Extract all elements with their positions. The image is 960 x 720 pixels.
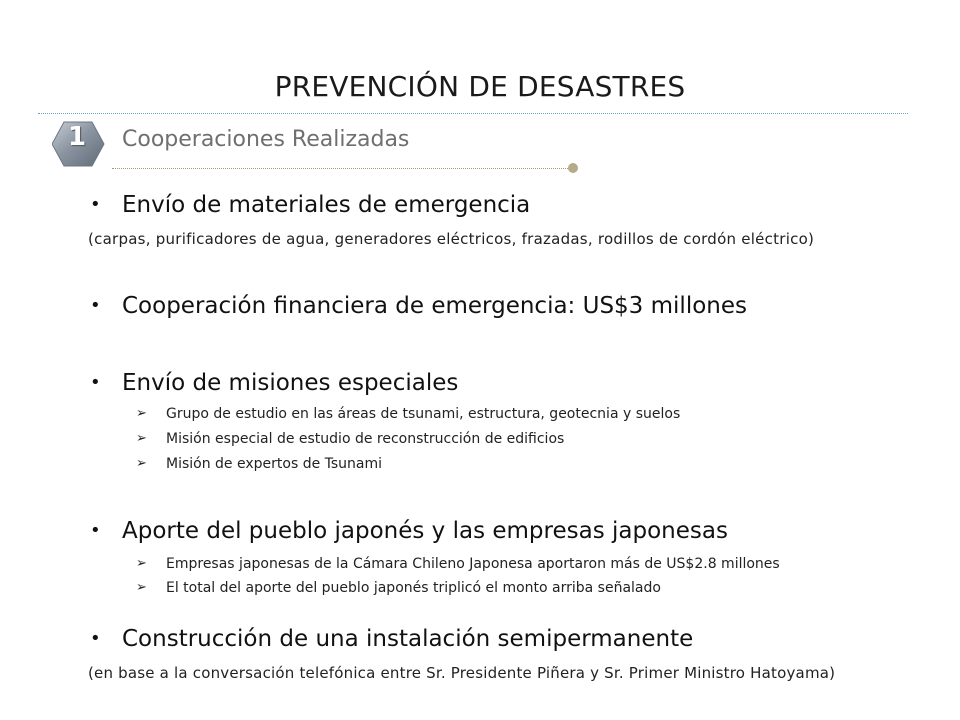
bullet-icon: • bbox=[90, 194, 101, 215]
arrow-bullet-icon: ➢ bbox=[136, 556, 147, 571]
list-item-note: (en base a la conversación telefónica entre Sr. Presidente Piñera y Sr. Primer Ministro Hatoyama) bbox=[88, 664, 836, 682]
section-number: 1 bbox=[67, 122, 87, 152]
list-item-text: Envío de misiones especiales bbox=[122, 370, 459, 396]
arrow-bullet-icon: ➢ bbox=[136, 406, 147, 421]
list-item-text: Aporte del pueblo japonés y las empresas japonesas bbox=[122, 518, 728, 544]
sub-list-item-text: Grupo de estudio en las áreas de tsunami, estructura, geotecnia y suelos bbox=[166, 406, 681, 422]
bullet-icon: • bbox=[90, 372, 101, 393]
sub-list-item-text: Misión especial de estudio de reconstrucción de edificios bbox=[166, 431, 565, 447]
bullet-icon: • bbox=[90, 295, 101, 316]
bullet-icon: • bbox=[90, 628, 101, 649]
list-item-text: Cooperación financiera de emergencia: US$3 millones bbox=[122, 293, 747, 319]
sub-list-item-text: El total del aporte del pueblo japonés triplicó el monto arriba señalado bbox=[166, 580, 661, 596]
arrow-bullet-icon: ➢ bbox=[136, 456, 147, 471]
section-underline-dot bbox=[568, 163, 578, 173]
list-item-note: (carpas, purificadores de agua, generadores eléctricos, frazadas, rodillos de cordón eléctrico) bbox=[88, 230, 815, 248]
section-underline bbox=[112, 168, 570, 169]
section-title: Cooperaciones Realizadas bbox=[122, 127, 410, 152]
slide-title: PREVENCIÓN DE DESASTRES bbox=[274, 70, 686, 103]
arrow-bullet-icon: ➢ bbox=[136, 431, 147, 446]
bullet-icon: • bbox=[90, 520, 101, 541]
sub-list-item-text: Empresas japonesas de la Cámara Chileno Japonesa aportaron más de US$2.8 millones bbox=[166, 556, 780, 572]
list-item-text: Envío de materiales de emergencia bbox=[122, 192, 531, 218]
sub-list-item-text: Misión de expertos de Tsunami bbox=[166, 456, 383, 472]
arrow-bullet-icon: ➢ bbox=[136, 580, 147, 595]
title-divider bbox=[38, 113, 908, 114]
list-item-text: Construcción de una instalación semipermanente bbox=[122, 626, 694, 652]
